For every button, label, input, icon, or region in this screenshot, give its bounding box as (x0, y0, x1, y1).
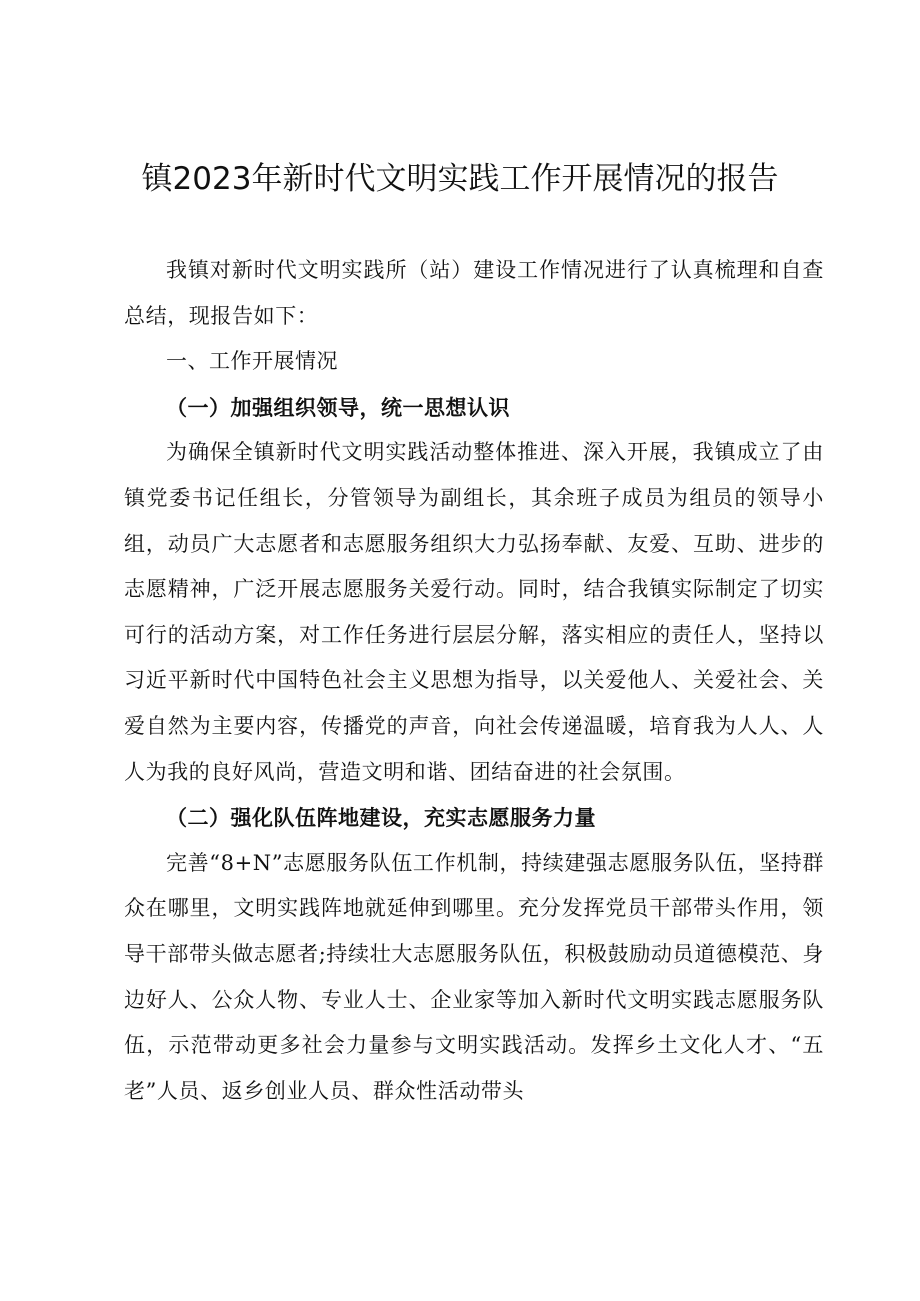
subsection-body-1: 为确保全镇新时代文明实践活动整体推进、深入开展，我镇成立了由镇党委书记任组长，分管领导为副组长，其余班子成员为组员的领导小组，动员广大志愿者和志愿服务组织大力弘扬奉献、友爱、互助、进步的志愿精神，广泛开展志愿服务关爱行动。同时，结合我镇实际制定了切实可行的活动方案，对工作任务进行层层分解，落实相应的责任人，坚持以习近平新时代中国特色社会主义思想为指导，以关爱他人、关爱社会、关爱自然为主要内容，传播党的声音，向社会传递温暖，培育我为人人、人人为我的良好风尚，营造文明和谐、团结奋进的社会氛围。 (124, 440, 824, 784)
subsection-heading-2: （二）强化队伍阵地建设，充实志愿服务力量 (166, 805, 596, 831)
document-body (124, 248, 824, 1114)
document-title: 镇2023年新时代文明实践工作开展情况的报告 (141, 161, 779, 197)
subsection-body-2: 完善“8+N”志愿服务队伍工作机制，持续建强志愿服务队伍，坚持群众在哪里，文明实践阵地就延伸到哪里。充分发挥党员干部带头作用，领导干部带头做志愿者;持续壮大志愿服务队伍，积极鼓励动员道德模范、身边好人、公众人物、专业人士、企业家等加入新时代文明实践志愿服务队伍，示范带动更多社会力量参与文明实践活动。发挥乡土文化人才、“五老”人员、返乡创业人员、群众性活动带头 (124, 850, 824, 1103)
section-heading-1: 一、工作开展情况 (166, 349, 338, 374)
intro-paragraph: 我镇对新时代文明实践所（站）建设工作情况进行了认真梳理和自查总结，现报告如下： (124, 258, 824, 328)
subsection-heading-1: （一）加强组织领导，统一思想认识 (166, 394, 510, 420)
